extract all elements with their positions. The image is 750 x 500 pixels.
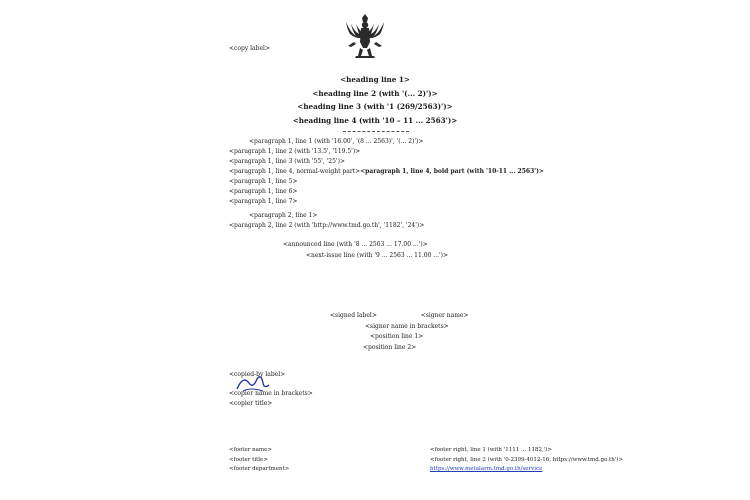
- contact-person: [229, 446, 289, 475]
- signer-row: [330, 311, 468, 322]
- paragraph-line: <paragraph 1, line 1 (with '16.00', '(8 ... 2563)', '(... 2)')>: [249, 138, 424, 145]
- contact-title: <footer title>: [229, 456, 268, 463]
- affected-period: <heading line 4 (with '10 – 11 ... 2563')>: [292, 116, 458, 125]
- service-link[interactable]: https://www.metalarm.tmd.go.th/service: [430, 466, 543, 472]
- paragraph-line: <paragraph 1, line 5>: [229, 178, 298, 185]
- paragraph-line: <paragraph 1, line 3 (with '55', '25')>: [229, 158, 345, 165]
- copied-label: <copied-by label>: [229, 371, 286, 378]
- contact-info: [430, 446, 623, 475]
- signature-block: [330, 311, 468, 353]
- paragraph-line: <paragraph 1, line 6>: [229, 188, 298, 195]
- paragraph-line: <paragraph 1, line 7>: [229, 198, 298, 205]
- signed-label: <signed label>: [330, 312, 377, 319]
- follow-up-paragraph: [229, 211, 525, 231]
- signer-name: <signer name>: [420, 312, 469, 319]
- garuda-emblem-icon: [342, 12, 388, 62]
- copier-name: <copier name in brackets>: [229, 389, 313, 397]
- paragraph-text: <paragraph 1, line 4, normal-weight part>: [229, 168, 361, 175]
- next-issue-time: <next-issue line (with '9 ... 2563 ... 11.00 ...')>: [305, 252, 449, 259]
- announced-time: <announced line (with '8 ... 2563 ... 17.00 ...')>: [283, 241, 428, 248]
- paragraph-line: [229, 167, 544, 177]
- dashed-divider: [343, 131, 409, 132]
- phone-info: <footer right, line 1 (with '1111 ... 1182,')>: [430, 447, 552, 453]
- announcement-heading: <heading line 1>: [340, 75, 410, 84]
- copier-title: <copier title>: [229, 400, 273, 407]
- copy-label: <copy label>: [229, 45, 270, 52]
- paragraph-line: <paragraph 2, line 1>: [249, 212, 318, 219]
- subject-line: <heading line 2 (with '(... 2)')>: [312, 89, 438, 98]
- highlighted-dates: <paragraph 1, line 4, bold part (with '10-11 ... 2563')>: [360, 168, 544, 175]
- paragraph-line: <paragraph 1, line 2 (with '13.5', '119.5')>: [229, 148, 361, 155]
- contact-name: <footer name>: [229, 447, 273, 453]
- main-paragraph: [229, 137, 544, 207]
- issue-number: <heading line 3 (with '1 (269/2563)')>: [297, 102, 453, 111]
- signer-name-paren: <signer name in brackets>: [365, 322, 449, 330]
- fax-website: <footer right, line 2 (with '0-2399-4012-16, https://www.tmd.go.th')>: [430, 456, 624, 463]
- copy-certification: [229, 370, 313, 410]
- signer-position: <position line 1>: [370, 333, 424, 340]
- paragraph-line: <paragraph 2, line 2 (with 'http://www.tmd.go.th', '1182', '24')>: [229, 222, 425, 229]
- contact-department: <footer department>: [229, 466, 290, 472]
- signer-acting-position: <position line 2>: [363, 343, 417, 351]
